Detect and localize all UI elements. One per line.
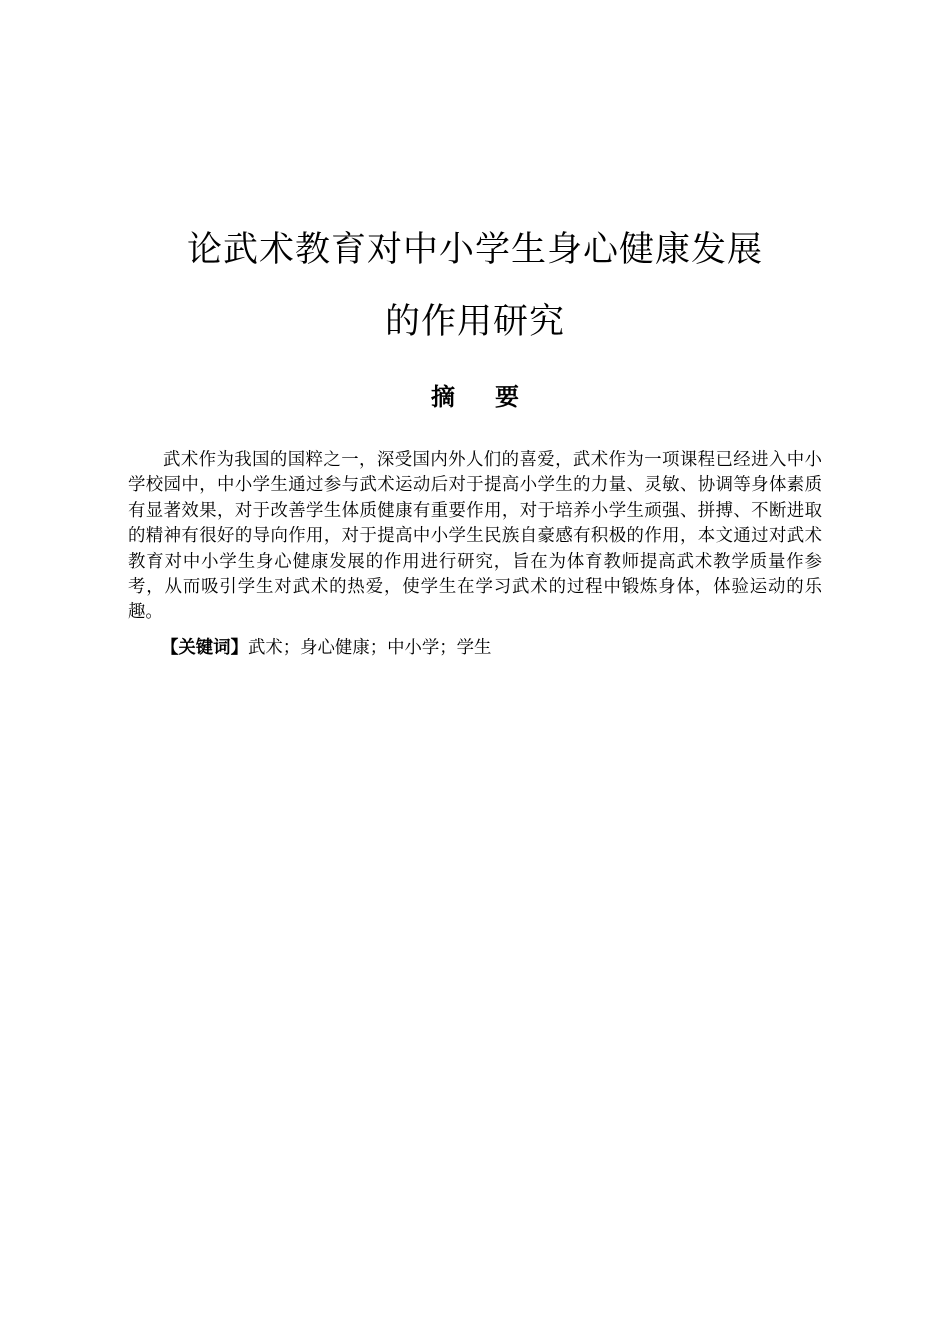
- paper-title-line-1: 论武术教育对中小学生身心健康发展: [186, 230, 763, 270]
- keywords-text: 武术；身心健康；中小学；学生: [247, 638, 492, 658]
- abstract-heading: 摘要: [431, 383, 559, 411]
- keywords-label: 【关键词】: [161, 638, 248, 658]
- keywords-line: [128, 636, 822, 661]
- abstract-text: 武术作为我国的国粹之一，深受国内外人们的喜爱，武术作为一项课程已经进入中小学校园中，中小学生通过参与武术运动后对于提高小学生的力量、灵敏、协调等身体素质有显著效果，对于改善学生体质健康有重要作用，对于培养小学生顽强、拼搏、不断进取的精神有很好的导向作用，对于提高中小学生民族自豪感有积极的作用，本文通过对武术教育对中小学生身心健康发展的作用进行研究，旨在为体育教师提高武术教学质量作参考，从而吸引学生对武术的热爱，使学生在学习武术的过程中锻炼身体，体验运动的乐趣。: [128, 450, 822, 623]
- paper-title-line-2: 的作用研究: [384, 302, 565, 342]
